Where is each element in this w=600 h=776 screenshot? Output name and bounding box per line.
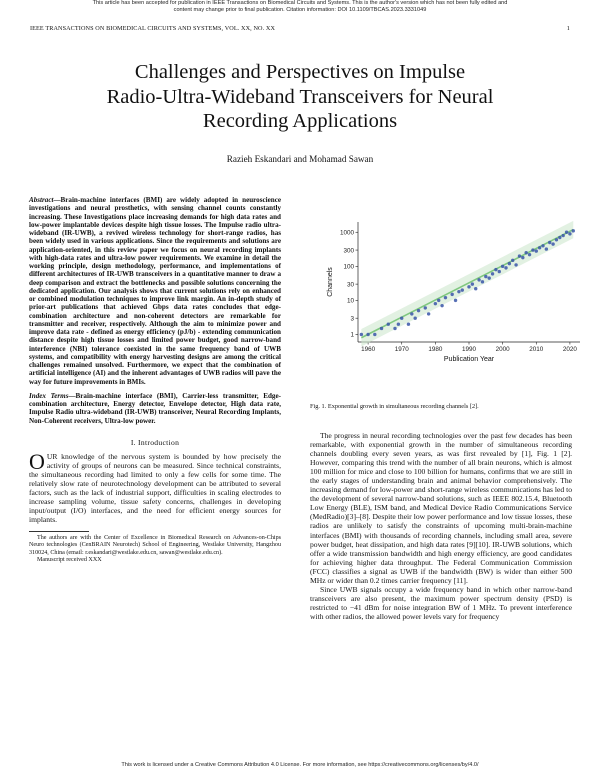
intro-paragraph-1 [29, 448, 281, 525]
figure-1-caption: Fig. 1. Exponential growth in simultaneous recording channels [2]. [310, 403, 479, 410]
drop-cap: O [29, 448, 45, 474]
data-point [461, 288, 464, 291]
section-heading-introduction: I. Introduction [130, 437, 180, 447]
page-number: 1 [566, 25, 570, 32]
y-tick-label: 1 [350, 331, 354, 339]
index-terms-label: Index Terms [29, 391, 69, 400]
data-point [524, 251, 527, 254]
data-point [437, 299, 440, 302]
x-tick-label: 1980 [428, 346, 443, 353]
data-point [393, 327, 396, 330]
data-point [481, 280, 484, 283]
data-point [424, 306, 427, 309]
y-tick-label: 100 [343, 263, 354, 271]
data-point [474, 287, 477, 290]
y-tick-label: 1000 [339, 229, 354, 237]
y-tick-label: 3 [350, 315, 354, 323]
footnote-rule [29, 531, 89, 532]
data-point [484, 275, 487, 278]
data-point [450, 293, 453, 296]
data-point [360, 333, 363, 336]
acceptance-note-line2: content may change prior to final publication. Citation information: DOI 10.1109/TBCAS.2023.3331049 [173, 7, 427, 13]
data-point [538, 246, 541, 249]
data-point [400, 316, 403, 319]
acceptance-note [0, 0, 600, 14]
x-tick-label: 1970 [394, 346, 409, 353]
data-point [494, 268, 497, 271]
data-point [508, 262, 511, 265]
data-point [434, 302, 437, 305]
data-point [467, 285, 470, 288]
data-point [548, 241, 551, 244]
left-column [29, 196, 281, 564]
y-axis-label: Channels [327, 267, 334, 297]
index-terms [29, 392, 281, 425]
channels-growth-chart [318, 214, 588, 364]
data-point [501, 265, 504, 268]
x-axis-label: Publication Year [443, 356, 495, 363]
paper-title [40, 60, 560, 134]
intro-paragraph-3: Since UWB signals occupy a wide frequency band in which other narrow-band transceivers are also present, the maximum power spectrum density (PSD) is restricted to −41 dBm for noise integration BW of 1 MHz. To prevent interference with other radios, the allowed power levels vary for frequency [310, 584, 572, 621]
data-point [535, 249, 538, 252]
x-tick-label: 2010 [529, 346, 544, 353]
data-point [373, 333, 376, 336]
figure-1 [318, 214, 588, 364]
running-head [30, 25, 570, 32]
data-point [572, 229, 575, 232]
x-tick-label: 2020 [562, 346, 577, 353]
abstract [29, 196, 281, 386]
footnote-received: Manuscript received XXX [37, 556, 102, 563]
data-point [444, 296, 447, 299]
data-point [457, 290, 460, 293]
right-column [310, 431, 572, 621]
author-list: Razieh Eskandari and Mohamad Sawan [226, 154, 374, 164]
data-point [454, 299, 457, 302]
footnote-affiliation: The authors are with the Center of Excellence in Biomedical Research on Advances-on-Chips Neuro technologies (CenBRAIN Neurotech) School of Engineering, Westlake University, Hangzhou 310024, China (email: r.eskandari@westlake.edu.cn, sawan@westlake.edu.cn). [29, 535, 281, 556]
abstract-label: Abstract [29, 196, 54, 204]
data-point [477, 278, 480, 281]
data-point [407, 322, 410, 325]
x-tick-label: 2000 [495, 346, 510, 353]
journal-running-head: IEEE TRANSACTIONS ON BIOMEDICAL CIRCUITS AND SYSTEMS, VOL. XX, NO. XX [30, 25, 276, 32]
data-point [545, 247, 548, 250]
y-tick-label: 30 [346, 281, 354, 289]
data-point [521, 256, 524, 259]
index-terms-text: —Brain-machine interface (BMI), Carrier-less transmitter, Edge-combination architecture, Energy detector, Envelope detector, High data rate, Impulse Radio ultra-wideband (IR-UWB) transceiver, Neural Recording Implants, Non-Coherent receivers, Ultra-low power. [29, 391, 281, 425]
title-line-1: Challenges and Perspectives on Impulse [134, 61, 466, 83]
abstract-text: —Brain-machine interfaces (BMI) are widely adopted in neuroscience investigations and neural prosthetics, with sensing channel counts constantly increasing. These Investigations place increasing demands for high data rates and low-power implantable devices despite high tissue losses. The Impulse radio ultra-wideband (IR-UWB), a revived wireless technology for short-range radios, has been widely used in various applications. Since the requirements and solutions are application-oriented, in this review paper we focus on neural recording implants with high-data rates and ultra-low power requirements. We examine in detail the working principle, design methodology, performance, and implementations of different architectures of IR-UWB transceivers in a quantitative manner to draw a deep comparison and extract the bottlenecks and possible solutions concerning the dedicated application. Our analysis shows that current solutions rely on enhanced or combined modulation techniques to improve link margin. An in-depth study of prior-art publications that achieved Gbps data rates concludes that edge-combination architecture and non-coherent detectors are remarkable for transmitter and receiver, respectively. Although the aim to minimize power and improve data rate - defined as energy efficiency (pJ/b) - extending communication distance despite high tissue losses and limited power budget, good narrow-band interference (NBI) tolerance coexisted in the same frequency band of UWB systems, and compatibility with energy harvesting designs are among the critical challenges remained unsolved. Furthermore, we expect that the combination of artificial intelligence (AI) and the inherent advantages of UWB radios will pave the way for future improvements in BMIs. [29, 196, 281, 386]
data-point [366, 333, 369, 336]
data-point [531, 248, 534, 251]
data-point [568, 232, 571, 235]
data-point [387, 322, 390, 325]
intro-paragraph-2: The progress in neural recording technologies over the past few decades has been remarkable, with exponential growth in the number of simultaneous recording channels doubling every seven years, as was first revealed by [1], Fig. 1 [2]. However, comparing this trend with the number of all brain neurons, which is almost 100 million for mice and close to 100 billion for humans, confirms that we are still in the early stages of understanding brain and animal behavior comprehensively. The increasing demand for low-power and short-range wireless communications has led to the development of several narrow-band solutions, such as IEEE 802.15.4, Bluetooth Low Energy (BLE), ISM band, and Medical Device Radio Communications Service (MedRadio)[3]–[8]. Despite their low power performance and low tissue losses, these radios are unlikely to satisfy the constraints of upcoming multi-brain-machine interfaces (BMI) with thousands of recording channels, including small area, severe power budget, heat dissipation, and high data rates [9][10]. IR-UWB solutions, which offer a wide transmission bandwidth and high energy efficiency, are good candidates for achieving higher data throughput. The Federal Communication Commission (FCC) classifies a signal as UWB if the bandwidth (BW) is wider than either 500 MHz or wider than 0.2 times carrier frequency [11]. [310, 431, 572, 585]
data-point [487, 276, 490, 279]
data-point [427, 312, 430, 315]
data-point [555, 238, 558, 241]
data-point [413, 316, 416, 319]
data-point [410, 312, 413, 315]
data-point [511, 259, 514, 262]
intro-paragraph-1-text: knowledge of the nervous system is bounded by how precisely the activity of groups of neurons can be measured. Since technical constraints, the simultaneous recording had limited to only a few cells for some time. The relatively slow rate of neurotechnology development can be attributed to several factors, such as the lack of industrial support, difficulties in scaling electrodes to increase sampling volume, tissue safety concerns, challenges in developing input/output (I/O) interfaces, and the need for efficient energy sources for implants. [29, 451, 281, 525]
data-point [558, 236, 561, 239]
y-tick-label: 10 [346, 297, 354, 305]
data-point [498, 270, 501, 273]
data-point [417, 309, 420, 312]
caps-lead: UR [46, 451, 58, 461]
data-point [518, 254, 521, 257]
data-point [504, 266, 507, 269]
y-tick-label: 300 [343, 247, 354, 255]
data-point [541, 244, 544, 247]
x-tick-label: 1990 [461, 346, 477, 353]
x-tick-label: 1960 [361, 346, 376, 353]
data-point [551, 242, 554, 245]
title-line-3: Recording Applications [202, 110, 398, 132]
data-point [514, 263, 517, 266]
data-point [471, 282, 474, 285]
data-point [528, 253, 531, 256]
data-point [491, 272, 494, 275]
acceptance-note-line1: This article has been accepted for publication in IEEE Transactions on Biomedical Circuits and Systems. This is the author's version which has not been fully edited and [92, 0, 508, 6]
data-point [565, 231, 568, 234]
data-point [561, 234, 564, 237]
data-point [380, 327, 383, 330]
license-note: This work is licensed under a Creative Commons Attribution 4.0 License. For more information, see https://creativecommons.org/licenses/by/4.0/ [121, 762, 479, 768]
data-point [440, 304, 443, 307]
title-line-2: Radio-Ultra-Wideband Transceivers for Neural [106, 85, 494, 108]
data-point [397, 322, 400, 325]
